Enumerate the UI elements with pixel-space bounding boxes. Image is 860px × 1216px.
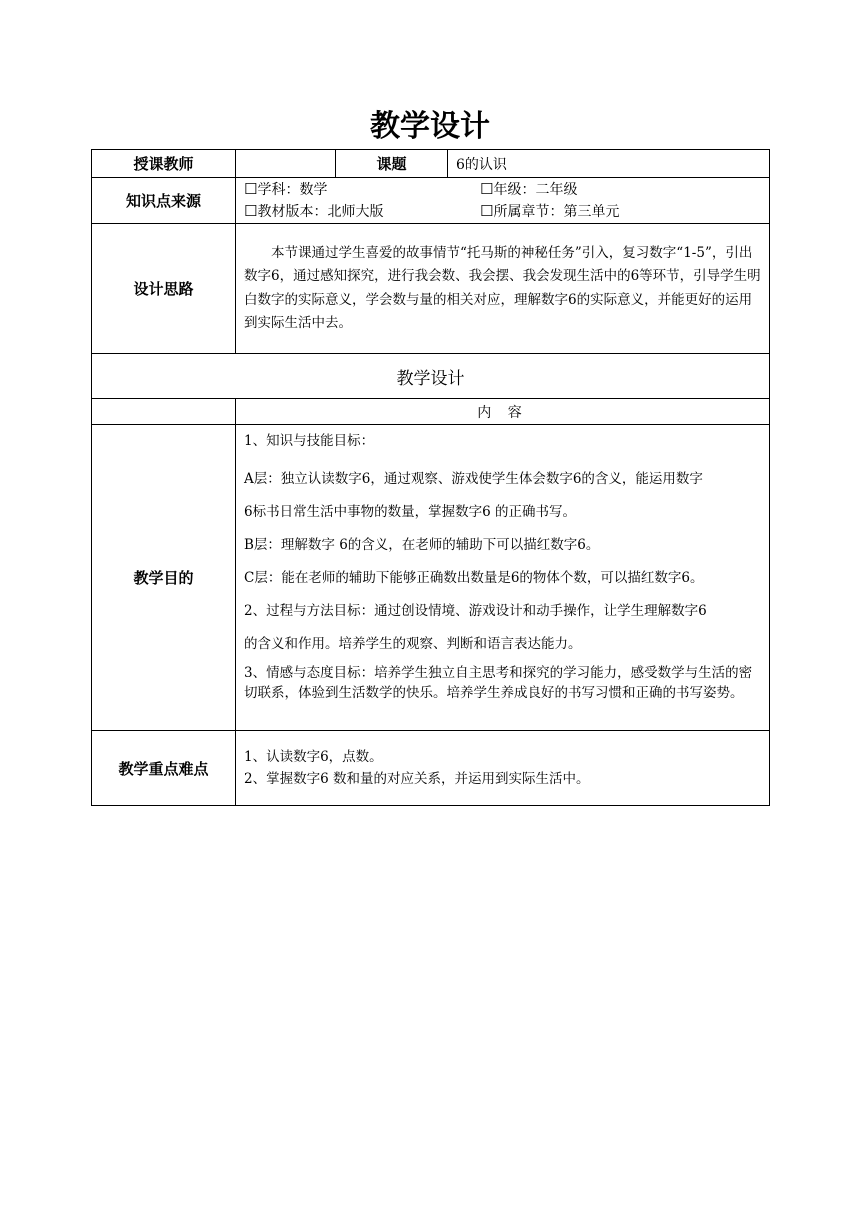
topic-label: 课题 [336, 150, 448, 178]
source-textbook: 教材版本：北师大版 [257, 203, 384, 220]
design-idea-text: 本节课通过学生喜爱的故事情节“托马斯的神秘任务”引入，复习数字“1-5”，引出数字6，通过感知探究，进行我会数、我会摆、我会发现生活中的6等环节，引导学生明白数字的实际意义，学会数与量的相关对应，理解数字6的实际意义，并能更好的运用到实际生活中去。 [244, 244, 761, 331]
source-label: 知识点来源 [92, 178, 236, 224]
header-row [92, 150, 770, 178]
page-title: 教学设计 [370, 109, 490, 144]
lesson-plan-table [91, 149, 770, 806]
objectives-row [92, 425, 770, 731]
design-idea-row [92, 224, 770, 354]
objective-line: A层：独立认读数字6，通过观察、游戏使学生体会数字6的含义，能运用数字 [244, 471, 703, 487]
section-title: 教学设计 [92, 354, 770, 399]
objective-line: 1、知识与技能目标： [244, 433, 375, 449]
key-points-label: 教学重点难点 [92, 731, 236, 806]
objective-line: 6标书日常生活中事物的数量，掌握数字6 的正确书写。 [244, 504, 576, 520]
key-points-cell [236, 731, 770, 806]
objective-line: 3、情感与态度目标：培养学生独立自主思考和探究的学习能力，感受数学与生活的密切联系，体验到生活数学的快乐。培养学生养成良好的书写习惯和正确的书写姿势。 [244, 665, 753, 701]
objectives-label: 教学目的 [92, 425, 236, 731]
checkbox-icon: ☐ [480, 179, 494, 198]
source-subject: 学科：数学 [257, 181, 328, 198]
key-points-row [92, 731, 770, 806]
objective-line: 的含义和作用。培养学生的观察、判断和语言表达能力。 [244, 636, 582, 652]
key-point-line: 2、掌握数字6 数和量的对应关系，并运用到实际生活中。 [244, 771, 590, 787]
content-header: 内 容 [236, 399, 770, 425]
source-grade: 年级：二年级 [493, 181, 578, 198]
section-title-row [92, 354, 770, 399]
source-cell [236, 178, 770, 224]
checkbox-icon: ☐ [244, 179, 258, 198]
content-header-blank [92, 399, 236, 425]
source-row [92, 178, 770, 224]
topic-value: 6的认识 [448, 150, 770, 178]
source-chapter: 所属章节：第三单元 [493, 203, 620, 220]
checkbox-icon: ☐ [480, 201, 494, 220]
teacher-label: 授课教师 [92, 150, 236, 178]
design-idea-cell [236, 224, 770, 354]
objective-line: 2、过程与方法目标：通过创设情境、游戏设计和动手操作，让学生理解数字6 [244, 603, 707, 619]
key-point-line: 1、认读数字6，点数。 [244, 749, 383, 765]
design-idea-label: 设计思路 [92, 224, 236, 354]
checkbox-icon: ☐ [244, 201, 258, 220]
objective-line: B层：理解数字 6的含义，在老师的辅助下可以描红数字6。 [244, 537, 600, 553]
objective-line: C层：能在老师的辅助下能够正确数出数量是6的物体个数，可以描红数字6。 [244, 570, 704, 586]
objectives-cell [236, 425, 770, 731]
content-header-row [92, 399, 770, 425]
teacher-value [236, 150, 336, 178]
